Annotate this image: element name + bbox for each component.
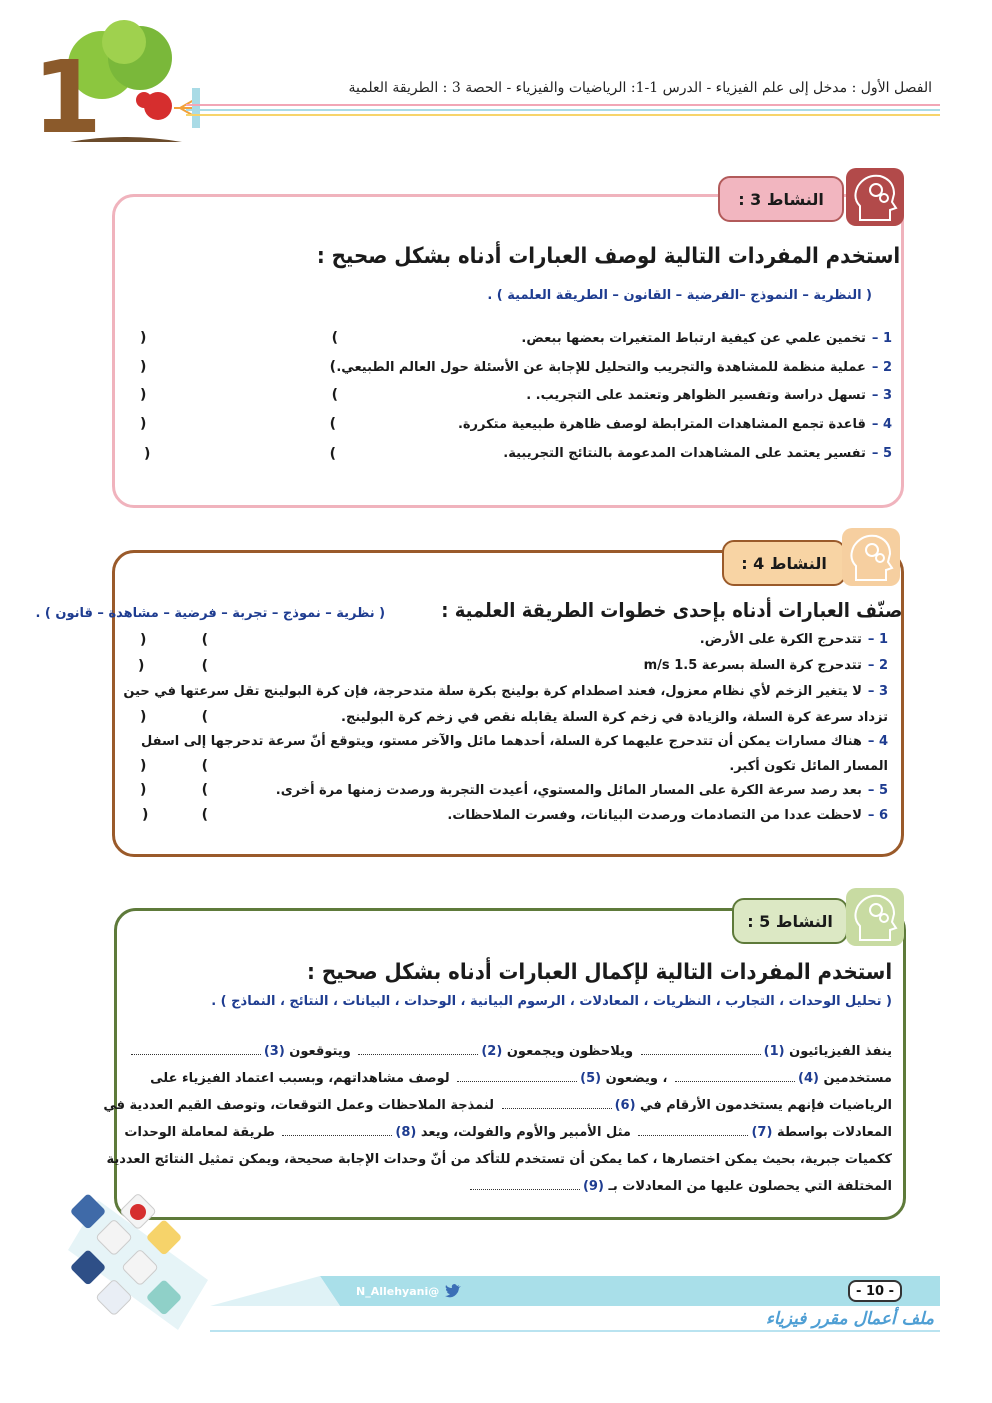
activity4-item-4: 4 –هناك مسارات يمكن أن تتدحرج عليهما كرة السلة، أحدهما مائل والآخر مستو، ويتوقع أنّ سرعة تدحرجها إلى اسفل xyxy=(141,734,888,749)
activity3-item-1: 1 –تخمين علمي عن كيفية ارتباط المتغيرات بعضها ببعض. xyxy=(521,331,892,346)
header-stripes xyxy=(186,104,940,120)
answer-blank[interactable]: ) ( xyxy=(138,658,208,674)
activity4-item-3-cont: تزداد سرعة كرة السلة، والزيادة في زخم كرة السلة يقابله نقص في زخم كرة البولينج. xyxy=(341,710,888,725)
brain-gears-icon xyxy=(846,888,904,946)
activity5-tab: النشاط 5 : xyxy=(732,898,848,944)
science-icons-cluster-icon xyxy=(58,1190,208,1330)
answer-blank[interactable]: ) ( xyxy=(142,807,208,823)
activity3-item-2: 2 –عملية منظمة للمشاهدة والتجريب والتحليل للإجابة عن الأسئلة حول العالم الطبيعي. xyxy=(336,360,892,375)
answer-blank[interactable]: ) ( xyxy=(140,387,338,403)
answer-blank[interactable]: ) ( xyxy=(140,782,208,798)
brain-gears-icon xyxy=(846,168,904,226)
activity4-item-2: 2 –تتدحرج كرة السلة بسرعة 1.5 m/s xyxy=(643,658,888,673)
page-number: - 10 - xyxy=(848,1280,902,1302)
twitter-handle[interactable]: @N_Allehyani xyxy=(356,1284,461,1298)
activity4-item-5: 5 –بعد رصد سرعة الكرة على المسار المائل والمستوي، أعيدت التجربة ورصدت زمنها مرة أخرى. xyxy=(275,783,888,798)
footer-title: ملف أعمال مقرر فيزياء xyxy=(765,1309,934,1329)
activity4-item-3: 3 –لا يتغير الزخم لأي نظام معزول، فعند اصطدام كرة بولينج بكرة سلة متدحرجة، فإن كرة البولينج تقل سرعتها في حين xyxy=(123,684,888,699)
blank-2[interactable] xyxy=(358,1045,478,1055)
answer-blank[interactable]: ) ( xyxy=(140,632,208,648)
twitter-bird-icon xyxy=(445,1284,461,1298)
activity4-word-bank: ( نظرية – نموذج – تجربة – فرضية – مشاهدة – قانون ) . xyxy=(35,606,386,621)
activity5-line-5: ككميات جبرية، بحيث يمكن اختصارها ، كما يمكن أن تستخدم للتأكد من أنّ وحدات الإجابة صحيحة، ويمكن تمثيل النتائج العددية xyxy=(106,1152,892,1167)
blank-6[interactable] xyxy=(502,1099,612,1109)
activity3-word-bank: ( النظرية – النموذج –الفرضية – القانون – الطريقة العلمية ) . xyxy=(487,288,872,303)
blank-1[interactable] xyxy=(641,1045,761,1055)
answer-blank[interactable]: ) ( xyxy=(140,359,336,375)
activity3-item-3: 3 –تسهل دراسة وتفسير الظواهر وتعتمد على التجريب. . xyxy=(526,388,892,403)
blank-5[interactable] xyxy=(457,1072,577,1082)
activity5-word-bank: ( تحليل الوحدات ، التجارب ، النظريات ، المعادلات ، الرسوم البيانية ، الوحدات ، البيانات ، النتائج ، النماذج ) . xyxy=(211,994,892,1009)
footer-band xyxy=(210,1276,940,1306)
activity3-item-5: 5 –تفسير يعتمد على المشاهدات المدعومة بالنتائج التجريبية. xyxy=(503,446,892,461)
activity4-heading: صنّف العبارات أدناه بإحدى خطوات الطريقة العلمية : xyxy=(440,598,902,622)
page-header-title: الفصل الأول : مدخل إلى علم الفيزياء - الدرس 1-1: الرياضيات والفيزياء - الحصة 3 : الطريقة العلمية xyxy=(348,80,932,96)
answer-blank[interactable]: ) ( xyxy=(144,446,336,462)
activity3-heading: استخدم المفردات التالية لوصف العبارات أدناه بشكل صحيح : xyxy=(316,244,900,269)
activity5-heading: استخدم المفردات التالية لإكمال العبارات أدناه بشكل صحيح : xyxy=(306,960,892,985)
blank-9[interactable] xyxy=(470,1180,580,1190)
activity4-heading-row xyxy=(35,598,902,622)
footer-underline xyxy=(210,1330,940,1332)
activity4-item-1: 1 –تتدحرج الكرة على الأرض. xyxy=(699,632,888,647)
blank-3[interactable] xyxy=(131,1045,261,1055)
activity5-paragraph: ينفذ الفيزيائيون (1) ويلاحظون ويجمعون (2) ويتوقعون (3) مستخدمين (4) ، ويضعون (5) لوصف مشاهداتهم، وبسبب اعتماد الفيزياء على الرياضيات فإنهم يستخدمون الأرقام في (6) لنمذجة الملاحظات وعمل التوقعات، وتوصف القيم العددية في المعادلات بواسطة (7) مثل الأمبير والأوم والفولت، ويعد (8) طريقة لمعاملة الوحدات ككميات جبرية، بحيث يمكن اختصارها ، كما يمكن أن تستخدم للتأكد من أنّ وحدات الإجابة صحيحة، ويمكن تمثيل النتائج العددية المختلفة التي يحصلون عليها من المعادلات بـ (9) xyxy=(103,1044,892,1194)
activity4-item-6: 6 –لاحظت عددا من التصادمات ورصدت البيانات، وفسرت الملاحظات. xyxy=(447,808,888,823)
answer-blank[interactable]: ) ( xyxy=(140,330,338,346)
activity4-tab: النشاط 4 : xyxy=(722,540,846,586)
svg-text:1: 1 xyxy=(32,39,102,156)
logo-tree-icon xyxy=(32,20,202,156)
blank-7[interactable] xyxy=(638,1126,748,1136)
activity3-tab: النشاط 3 : xyxy=(718,176,844,222)
blank-8[interactable] xyxy=(282,1126,392,1136)
answer-blank[interactable]: ) ( xyxy=(140,416,336,432)
brain-gears-icon xyxy=(842,528,900,586)
activity4-item-4-cont: المسار المائل تكون أكبر. xyxy=(729,759,888,774)
blank-4[interactable] xyxy=(675,1072,795,1082)
activity3-item-4: 4 –قاعدة تجمع المشاهدات المترابطة لوصف ظاهرة طبيعية متكررة. xyxy=(457,417,892,432)
answer-blank[interactable]: ) ( xyxy=(140,709,208,725)
answer-blank[interactable]: ) ( xyxy=(140,758,208,774)
